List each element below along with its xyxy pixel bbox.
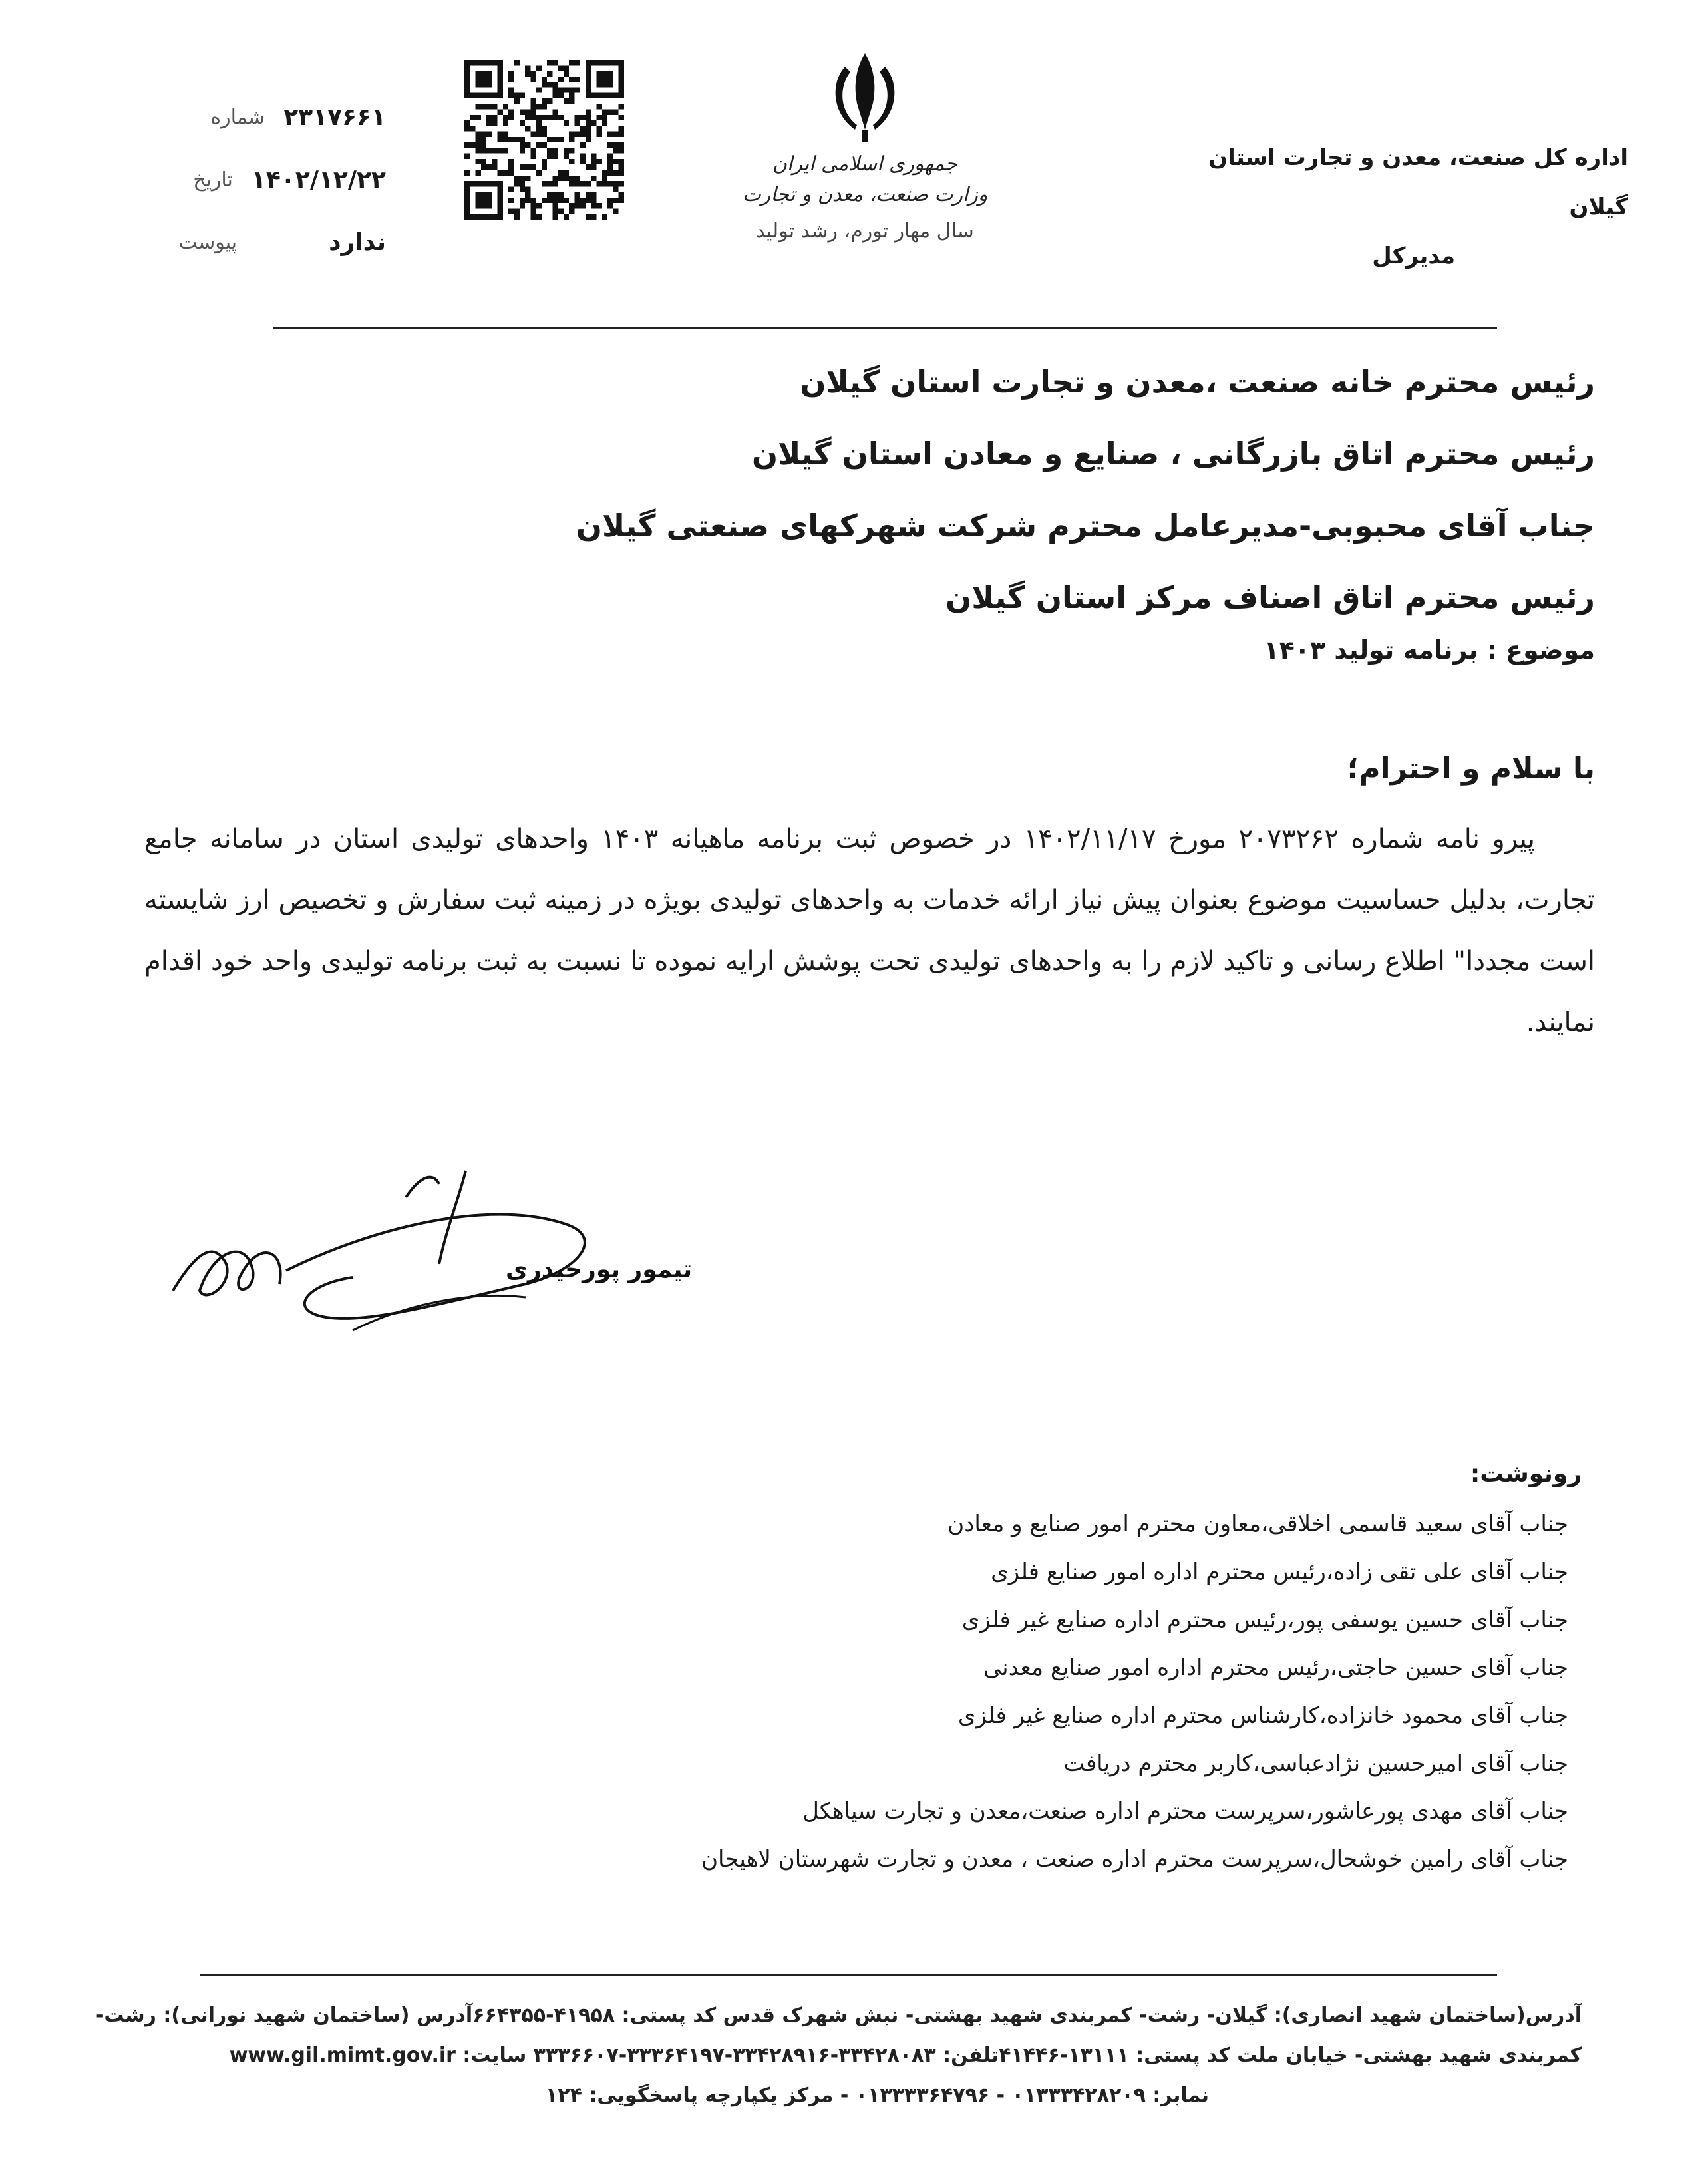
- org-name: اداره کل صنعت، معدن و تجارت استان گیلان: [1208, 144, 1628, 220]
- meta-number-row: [133, 86, 386, 149]
- emblem-text-republic: جمهوری اسلامی ایران: [772, 152, 958, 176]
- cc-item: جناب آقای حسین حاجتی،رئیس محترم اداره امور صنایع معدنی: [983, 1654, 1568, 1681]
- org-title: مدیرکل: [1372, 243, 1455, 269]
- recipient-line: رئیس محترم اتاق اصناف مرکز استان گیلان: [945, 579, 1595, 615]
- footer-divider: [200, 1974, 1497, 1976]
- organization-header: [1162, 133, 1628, 281]
- recipient-line: جناب آقای محبوبی-مدیرعامل محترم شرکت شهرکهای صنعتی گیلان: [576, 508, 1595, 544]
- signatory-name: تیمور پورحیدری: [506, 1256, 693, 1283]
- letter-greeting: با سلام و احترام؛: [1347, 752, 1595, 786]
- footer-address-line: آدرس(ساختمان شهید انصاری): گیلان- رشت- کمربندی شهید بهشتی- نبش شهرک قدس کد پستی: ۴۱۹۵۸-۶۶۴۳۵۵آدرس (ساختمان شهید نورانی): رشت-: [95, 2004, 1582, 2027]
- signature: [153, 1158, 693, 1344]
- emblem-text-ministry: وزارت صنعت، معدن و تجارت: [742, 183, 988, 206]
- meta-date-row: [133, 149, 386, 212]
- emblem-block: [719, 47, 1011, 243]
- recipient-line: رئیس محترم خانه صنعت ،معدن و تجارت استان گیلان: [800, 364, 1595, 400]
- letter-date-label: تاریخ: [193, 168, 233, 192]
- letter-subject: موضوع : برنامه تولید ۱۴۰۳: [1264, 635, 1595, 665]
- letter-attachment: ندارد: [329, 229, 386, 256]
- cc-item: جناب آقای رامین خوشحال،سرپرست محترم اداره صنعت ، معدن و تجارت شهرستان لاهیجان: [701, 1846, 1568, 1873]
- letter-meta: [133, 86, 386, 274]
- signature-scribble: [153, 1158, 693, 1344]
- cc-item: جناب آقای مهدی پورعاشور،سرپرست محترم اداره صنعت،معدن و تجارت سیاهکل: [802, 1798, 1568, 1825]
- year-slogan: سال مهار تورم، رشد تولید: [756, 220, 974, 243]
- meta-attachment-row: [133, 212, 386, 274]
- cc-item: جناب آقای محمود خانزاده،کارشناس محترم اداره صنایع غیر فلزی: [957, 1702, 1568, 1729]
- cc-item: جناب آقای حسین یوسفی پور،رئیس محترم اداره صنایع غیر فلزی: [961, 1607, 1568, 1633]
- cc-item: جناب آقای علی تقی زاده،رئیس محترم اداره امور صنایع فلزی: [991, 1559, 1568, 1585]
- cc-item: جناب آقای سعید قاسمی اخلاقی،معاون محترم امور صنایع و معادن: [947, 1511, 1568, 1537]
- cc-list: [238, 1500, 1568, 1883]
- cc-item: جناب آقای امیرحسین نژادعباسی،کاربر محترم دریافت: [1063, 1750, 1568, 1777]
- iran-emblem-icon: [818, 47, 912, 146]
- letter-number-label: شماره: [210, 106, 265, 129]
- recipients-block: [198, 346, 1595, 633]
- cc-heading: رونوشت:: [1470, 1460, 1582, 1487]
- footer-contact: [95, 1996, 1582, 2115]
- recipient-line: رئیس محترم اتاق بازرگانی ، صنایع و معادن استان گیلان: [751, 436, 1595, 472]
- body-paragraph: پیرو نامه شماره ۲۰۷۳۲۶۲ مورخ ۱۴۰۲/۱۱/۱۷ در خصوص ثبت برنامه ماهیانه ۱۴۰۳ واحدهای تولیدی استان در سامانه جامع تجارت، بدلیل حساسیت موضوع بعنوان پیش نیاز ارائه خدمات به واحدهای تولیدی بویژه در زمینه ثبت سفارش و تخصیص ارز شایسته است مجددا" اطلاع رسانی و تاکید لازم را به واحدهای تولیدی تحت پوشش ارایه نموده تا نسبت به ثبت برنامه تولیدی واحد خود اقدام نمایند.: [144, 824, 1595, 1038]
- letter-date: ۱۴۰۲/۱۲/۲۲: [251, 166, 386, 194]
- footer-fax-line: نمابر: ۰۱۳۳۳۴۲۸۲۰۹ - ۰۱۳۳۳۳۶۴۷۹۶ - مرکز یکپارچه پاسخگویی: ۱۲۴: [546, 2084, 1209, 2107]
- footer-phone-line: کمربندی شهید بهشتی- خیابان ملت کد پستی: ۱۳۱۱۱-۴۱۴۴۶تلفن: ۳۳۴۲۸۰۸۳-۳۳۴۲۸۹۱۶-۳۳۳۶۴۱۹۷-۳۳۳۶۶۰۷ سایت: www.gil.mimt.gov.ir: [229, 2044, 1582, 2067]
- qr-code: [459, 60, 629, 220]
- letter-number: ۲۳۱۷۶۶۱: [283, 104, 386, 131]
- header-divider: [273, 327, 1497, 329]
- letter-attachment-label: پیوست: [178, 231, 238, 254]
- letter-body: [144, 808, 1595, 1053]
